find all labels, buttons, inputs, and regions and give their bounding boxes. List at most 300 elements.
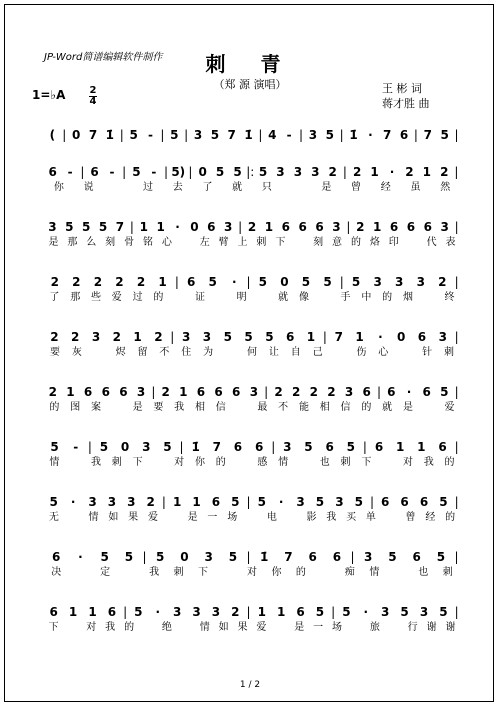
bar-line: |: [184, 128, 189, 142]
note: ·: [232, 275, 237, 289]
lyric-char: 说: [83, 182, 94, 193]
lyric-char: 过: [132, 292, 143, 303]
note: 5: [439, 605, 448, 619]
notation-line: [44, 322, 460, 344]
note: 3: [363, 550, 373, 564]
note: -: [73, 440, 79, 454]
bar-line: |: [322, 330, 327, 344]
note: -: [151, 165, 157, 179]
note: 6: [362, 385, 371, 399]
lyric-char: 最: [257, 402, 268, 413]
note: 6: [101, 385, 110, 399]
note: ·: [378, 330, 383, 344]
note: 2: [50, 330, 59, 344]
lyric-char: [252, 291, 273, 309]
note: 2: [438, 275, 447, 289]
note: 1: [355, 330, 364, 344]
note: 3: [311, 165, 320, 179]
note: 5: [99, 440, 109, 454]
lyric-char: 买: [346, 512, 357, 523]
lyric-char: 场: [227, 512, 238, 523]
lyric-char: 要: [49, 347, 60, 358]
note: 1: [158, 275, 167, 289]
note: 3: [202, 330, 212, 344]
song-title: 刺 青: [205, 52, 295, 76]
bar-line: |: [246, 275, 251, 289]
note: 3: [344, 385, 354, 399]
lyric-char: 不: [159, 347, 170, 358]
note: 5: [436, 550, 446, 564]
bar-line: |: [246, 495, 251, 509]
meter-bottom: 4: [89, 96, 97, 107]
note: 5: [233, 165, 242, 179]
lyric-char: 我: [174, 402, 185, 413]
lyric-char: 痴: [344, 567, 355, 578]
note: 5: [228, 550, 238, 564]
note: 5: [210, 128, 220, 142]
lyric-char: 绝: [161, 622, 172, 633]
bar-line: |: [350, 550, 355, 564]
lyric-char: 然: [440, 182, 451, 193]
lyric-char: 那: [70, 292, 81, 303]
note: 3: [48, 220, 57, 234]
note: 3: [416, 275, 425, 289]
bar-line: |: [454, 220, 459, 234]
lyric-char: [63, 621, 82, 639]
bar-line: |: [454, 385, 459, 399]
note: 6: [48, 165, 57, 179]
note: 5: [65, 220, 74, 234]
bar-line: |: [342, 165, 347, 179]
lyric-char: [290, 236, 309, 254]
lyric-char: 了: [202, 182, 213, 193]
lyric-char: 终: [444, 292, 455, 303]
note: (: [49, 128, 56, 142]
note: 1: [139, 220, 148, 234]
note: 2: [71, 330, 80, 344]
lyric-char: 情: [278, 457, 289, 468]
bar-line: |: [264, 385, 269, 399]
notation-line: [44, 157, 460, 179]
lyric-char: 烙: [369, 237, 380, 248]
lyric-char: 单: [365, 512, 376, 523]
note: 1: [68, 605, 78, 619]
note: 5: [351, 275, 361, 289]
note: ·: [406, 385, 412, 399]
note: 0: [198, 165, 207, 179]
lyric-char: [282, 511, 302, 529]
lyric-char: 要: [153, 402, 164, 413]
software-credit: JP-Word简谱编辑软件制作: [44, 52, 163, 63]
note: ·: [175, 220, 180, 234]
lyric-char: 么: [86, 237, 97, 248]
note: 3: [395, 275, 404, 289]
lyric-char: 的: [215, 457, 226, 468]
lyric-char: 下: [48, 622, 59, 633]
bar-line: |: [238, 220, 243, 234]
notation-line: [44, 542, 460, 564]
note: 3: [91, 330, 101, 344]
lyric-char: [163, 511, 183, 529]
lyrics-line: [44, 401, 460, 419]
lyric-char: 我: [90, 457, 101, 468]
lyric-char: 经: [425, 512, 436, 523]
time-signature: [88, 86, 98, 107]
bar-line: |: [258, 128, 263, 142]
note: 5: [155, 550, 165, 564]
bar-line: |: [161, 495, 166, 509]
note: 1: [373, 220, 382, 234]
bar-line: |: [62, 128, 67, 142]
note: 5: [134, 605, 143, 619]
note: 7: [88, 128, 98, 142]
lyric-char: 烬: [115, 347, 126, 358]
lyric-char: [314, 291, 335, 309]
note: 6: [419, 495, 429, 509]
lyric-char: 过: [143, 182, 154, 193]
lyric-char: 刺: [442, 567, 453, 578]
bar-line: |: [271, 440, 276, 454]
note: 5: [301, 275, 311, 289]
lyric-char: 刺: [173, 567, 184, 578]
lyric-char: 场: [332, 622, 343, 633]
note: 0: [190, 220, 199, 234]
lyric-char: 决: [51, 567, 62, 578]
bar-line: |: [454, 330, 459, 344]
lyric-char: [313, 566, 337, 584]
note: 3: [335, 495, 344, 509]
lyric-char: [103, 181, 133, 199]
lyric-char: 情: [369, 567, 380, 578]
lyric-char: [68, 566, 92, 584]
bar-line: |: [454, 605, 459, 619]
lyric-char: 印: [388, 237, 399, 248]
note: 5: [315, 605, 325, 619]
lyric-char: [387, 566, 411, 584]
lyric-char: 感: [257, 457, 268, 468]
lyric-char: 像: [298, 292, 309, 303]
note: 6: [423, 220, 432, 234]
lyric-char: 伤: [356, 347, 367, 358]
lyric-char: 是: [402, 402, 413, 413]
lyric-char: 意: [332, 237, 343, 248]
note: 6: [412, 550, 421, 564]
note: ·: [368, 128, 373, 142]
lyric-char: 无: [48, 512, 59, 523]
lyric-char: [176, 621, 195, 639]
note: 3: [127, 495, 136, 509]
note: 7: [284, 550, 293, 564]
staff-system-2: [44, 157, 460, 203]
staff-system-7: [44, 432, 460, 478]
lyric-char: 电: [266, 512, 277, 523]
lyrics-line: [44, 456, 460, 474]
lyric-char: 图: [70, 402, 81, 413]
note: 6: [389, 220, 399, 234]
note: 2: [154, 330, 163, 344]
note: 5: [388, 550, 397, 564]
note: 2: [291, 385, 301, 399]
lyric-char: 爱: [444, 402, 455, 413]
key-signature: 1=♭A: [32, 88, 66, 102]
note: 2: [440, 165, 449, 179]
lyric-char: 的: [49, 402, 60, 413]
lyric-char: 对: [86, 622, 97, 633]
lyric-char: 如: [218, 622, 229, 633]
note: 6: [196, 385, 206, 399]
note: 3: [276, 165, 285, 179]
bar-line: |: [299, 128, 304, 142]
lyric-char: 果: [128, 512, 139, 523]
lyric-char: 心: [378, 347, 389, 358]
note: 6: [254, 440, 264, 454]
notation-line: [44, 267, 460, 289]
lyric-char: [65, 456, 86, 474]
note: 0: [72, 128, 81, 142]
note: 7: [423, 128, 433, 142]
lyric-char: [88, 346, 110, 364]
lyric-char: 如: [108, 512, 119, 523]
note: 3: [182, 330, 191, 344]
lyric-char: 留: [137, 347, 148, 358]
lyric-char: [294, 456, 315, 474]
note: 6: [90, 165, 99, 179]
lyric-char: [210, 291, 231, 309]
notation-line: [44, 377, 460, 399]
lyrics-line: [44, 346, 460, 364]
note: 5: [215, 165, 225, 179]
note: -: [286, 128, 292, 142]
lyric-char: 的: [124, 622, 135, 633]
bar-line: |: [377, 385, 382, 399]
lyricist-credit: 王 彬 词: [382, 82, 422, 95]
note: 1: [395, 440, 405, 454]
lyric-char: 对: [246, 567, 257, 578]
lyric-char: 那: [67, 237, 78, 248]
lyric-char: 你: [194, 457, 205, 468]
bar-line: |:: [246, 165, 255, 179]
lyric-char: [381, 511, 401, 529]
bar-line: |: [151, 385, 156, 399]
bar-line: |: [179, 440, 184, 454]
note: 2: [328, 165, 337, 179]
lyric-char: 手: [340, 292, 351, 303]
lyric-char: 是: [132, 402, 143, 413]
lyric-char: 何: [246, 347, 257, 358]
note: 6: [406, 220, 416, 234]
lyric-char: [403, 236, 422, 254]
note: 5: [49, 495, 58, 509]
bar-line: |: [129, 220, 134, 234]
lyric-char: 的: [350, 237, 361, 248]
note: ·: [155, 605, 161, 619]
lyrics-line: [44, 236, 460, 254]
note: 1: [66, 385, 75, 399]
staff-system-9: [44, 542, 460, 588]
lyric-char: 你: [271, 567, 282, 578]
lyric-char: 去: [172, 182, 183, 193]
note: 2: [48, 385, 57, 399]
lyric-char: 中: [361, 292, 372, 303]
lyric-char: 刺: [111, 457, 122, 468]
lyric-char: 是: [321, 182, 332, 193]
note: 2: [352, 165, 362, 179]
note: 3: [419, 605, 429, 619]
lyric-char: [271, 621, 290, 639]
bar-line: |: [246, 550, 251, 564]
note: ·: [278, 495, 284, 509]
note: 5: [50, 440, 59, 454]
bar-line: |: [160, 128, 165, 142]
lyric-char: 旅: [369, 622, 380, 633]
lyric-char: 刺: [256, 237, 267, 248]
bar-line: |: [454, 440, 459, 454]
staff-system-4: [44, 267, 460, 313]
note: 5: [100, 550, 109, 564]
lyric-char: 左: [199, 237, 210, 248]
note: 3: [283, 440, 292, 454]
lyric-char: [176, 236, 195, 254]
note: 6: [49, 605, 58, 619]
note: 5: [170, 128, 179, 142]
bar-line: |: [362, 440, 367, 454]
lyric-char: 让: [268, 347, 279, 358]
note: 5: [342, 605, 351, 619]
lyric-char: 下: [132, 457, 143, 468]
note: 2: [112, 330, 121, 344]
lyric-char: 明: [236, 292, 247, 303]
note: 2: [72, 275, 81, 289]
note: 5: [231, 495, 240, 509]
note: 5): [171, 165, 186, 179]
lyric-char: 的: [295, 567, 306, 578]
notation-line: [44, 597, 460, 619]
note: 2: [356, 220, 365, 234]
lyric-char: [64, 511, 84, 529]
lyric-char: 的: [445, 512, 456, 523]
lyric-char: 情: [88, 512, 99, 523]
note: 3: [192, 605, 201, 619]
lyric-char: 就: [232, 182, 243, 193]
lyric-char: 一: [207, 512, 218, 523]
note: 6: [399, 128, 409, 142]
note: 3: [296, 495, 305, 509]
lyric-char: 是: [48, 237, 59, 248]
lyric-char: 臂: [218, 237, 229, 248]
note: 6: [417, 330, 427, 344]
note: 2: [50, 275, 59, 289]
note: 0: [396, 330, 406, 344]
note: 3: [381, 605, 390, 619]
note: 1: [276, 605, 286, 619]
lyric-char: 果: [237, 622, 248, 633]
note: 5: [346, 440, 355, 454]
lyric-char: [347, 621, 366, 639]
note: 5: [244, 330, 253, 344]
note: 1: [422, 165, 431, 179]
note: 6: [374, 440, 384, 454]
note: 3: [136, 385, 146, 399]
staff-system-3: [44, 212, 460, 258]
note: 7: [227, 128, 236, 142]
lyric-char: 虽: [410, 182, 421, 193]
lyrics-line: [44, 621, 460, 639]
note: ·: [78, 550, 83, 564]
note: 3: [107, 495, 117, 509]
note: 0: [120, 440, 130, 454]
note: 6: [285, 330, 295, 344]
note: 1: [192, 495, 201, 509]
notation-line: [44, 432, 460, 454]
staff-system-10: [44, 597, 460, 643]
note: 1: [257, 605, 266, 619]
note: 2: [231, 605, 240, 619]
lyric-char: 住: [181, 347, 192, 358]
note: 2: [274, 385, 283, 399]
bar-line: |: [454, 275, 459, 289]
lyric-char: 就: [382, 402, 393, 413]
lyric-char: 相: [319, 402, 330, 413]
note: 5: [439, 495, 448, 509]
bar-line: |: [164, 165, 169, 179]
note: 3: [440, 220, 449, 234]
bar-line: |: [142, 550, 147, 564]
note: 0: [180, 550, 189, 564]
note: 1̇: [349, 128, 358, 142]
lyric-char: 是: [187, 512, 198, 523]
note: 3: [142, 440, 151, 454]
bar-line: |: [454, 128, 459, 142]
note: 4: [268, 128, 277, 142]
note: 1̇: [244, 128, 253, 142]
lyric-char: [231, 456, 252, 474]
note: 5: [265, 330, 274, 344]
lyric-char: [169, 291, 190, 309]
lyric-char: 也: [418, 567, 429, 578]
bar-line: |: [369, 495, 375, 509]
lyric-char: 己: [312, 347, 323, 358]
lyric-char: 是: [294, 622, 305, 633]
lyric-char: [418, 401, 439, 419]
bar-line: |: [119, 128, 124, 142]
page-number: 1 / 2: [239, 680, 261, 690]
note: 6: [207, 220, 216, 234]
lyric-char: 影: [306, 512, 317, 523]
lyric-char: [377, 456, 398, 474]
lyric-char: 的: [361, 402, 372, 413]
lyric-char: 下: [275, 237, 286, 248]
bar-line: |: [331, 605, 336, 619]
note: 5: [304, 440, 313, 454]
note: 3: [438, 330, 447, 344]
note: 1: [88, 605, 97, 619]
note: 6: [308, 550, 317, 564]
lyric-char: 信: [340, 402, 351, 413]
note: 5: [354, 495, 363, 509]
note: 6: [332, 550, 342, 564]
note: 1: [370, 165, 379, 179]
note: 2: [93, 275, 103, 289]
lyric-char: 曾: [405, 512, 416, 523]
lyric-char: 心: [161, 237, 172, 248]
lyrics-line: [44, 566, 460, 584]
meter-top: 2: [89, 85, 97, 96]
lyric-char: 自: [290, 347, 301, 358]
lyric-char: 刺: [340, 457, 351, 468]
note: 6: [51, 550, 61, 564]
lyric-char: 行: [407, 622, 418, 633]
note: 6: [438, 440, 447, 454]
